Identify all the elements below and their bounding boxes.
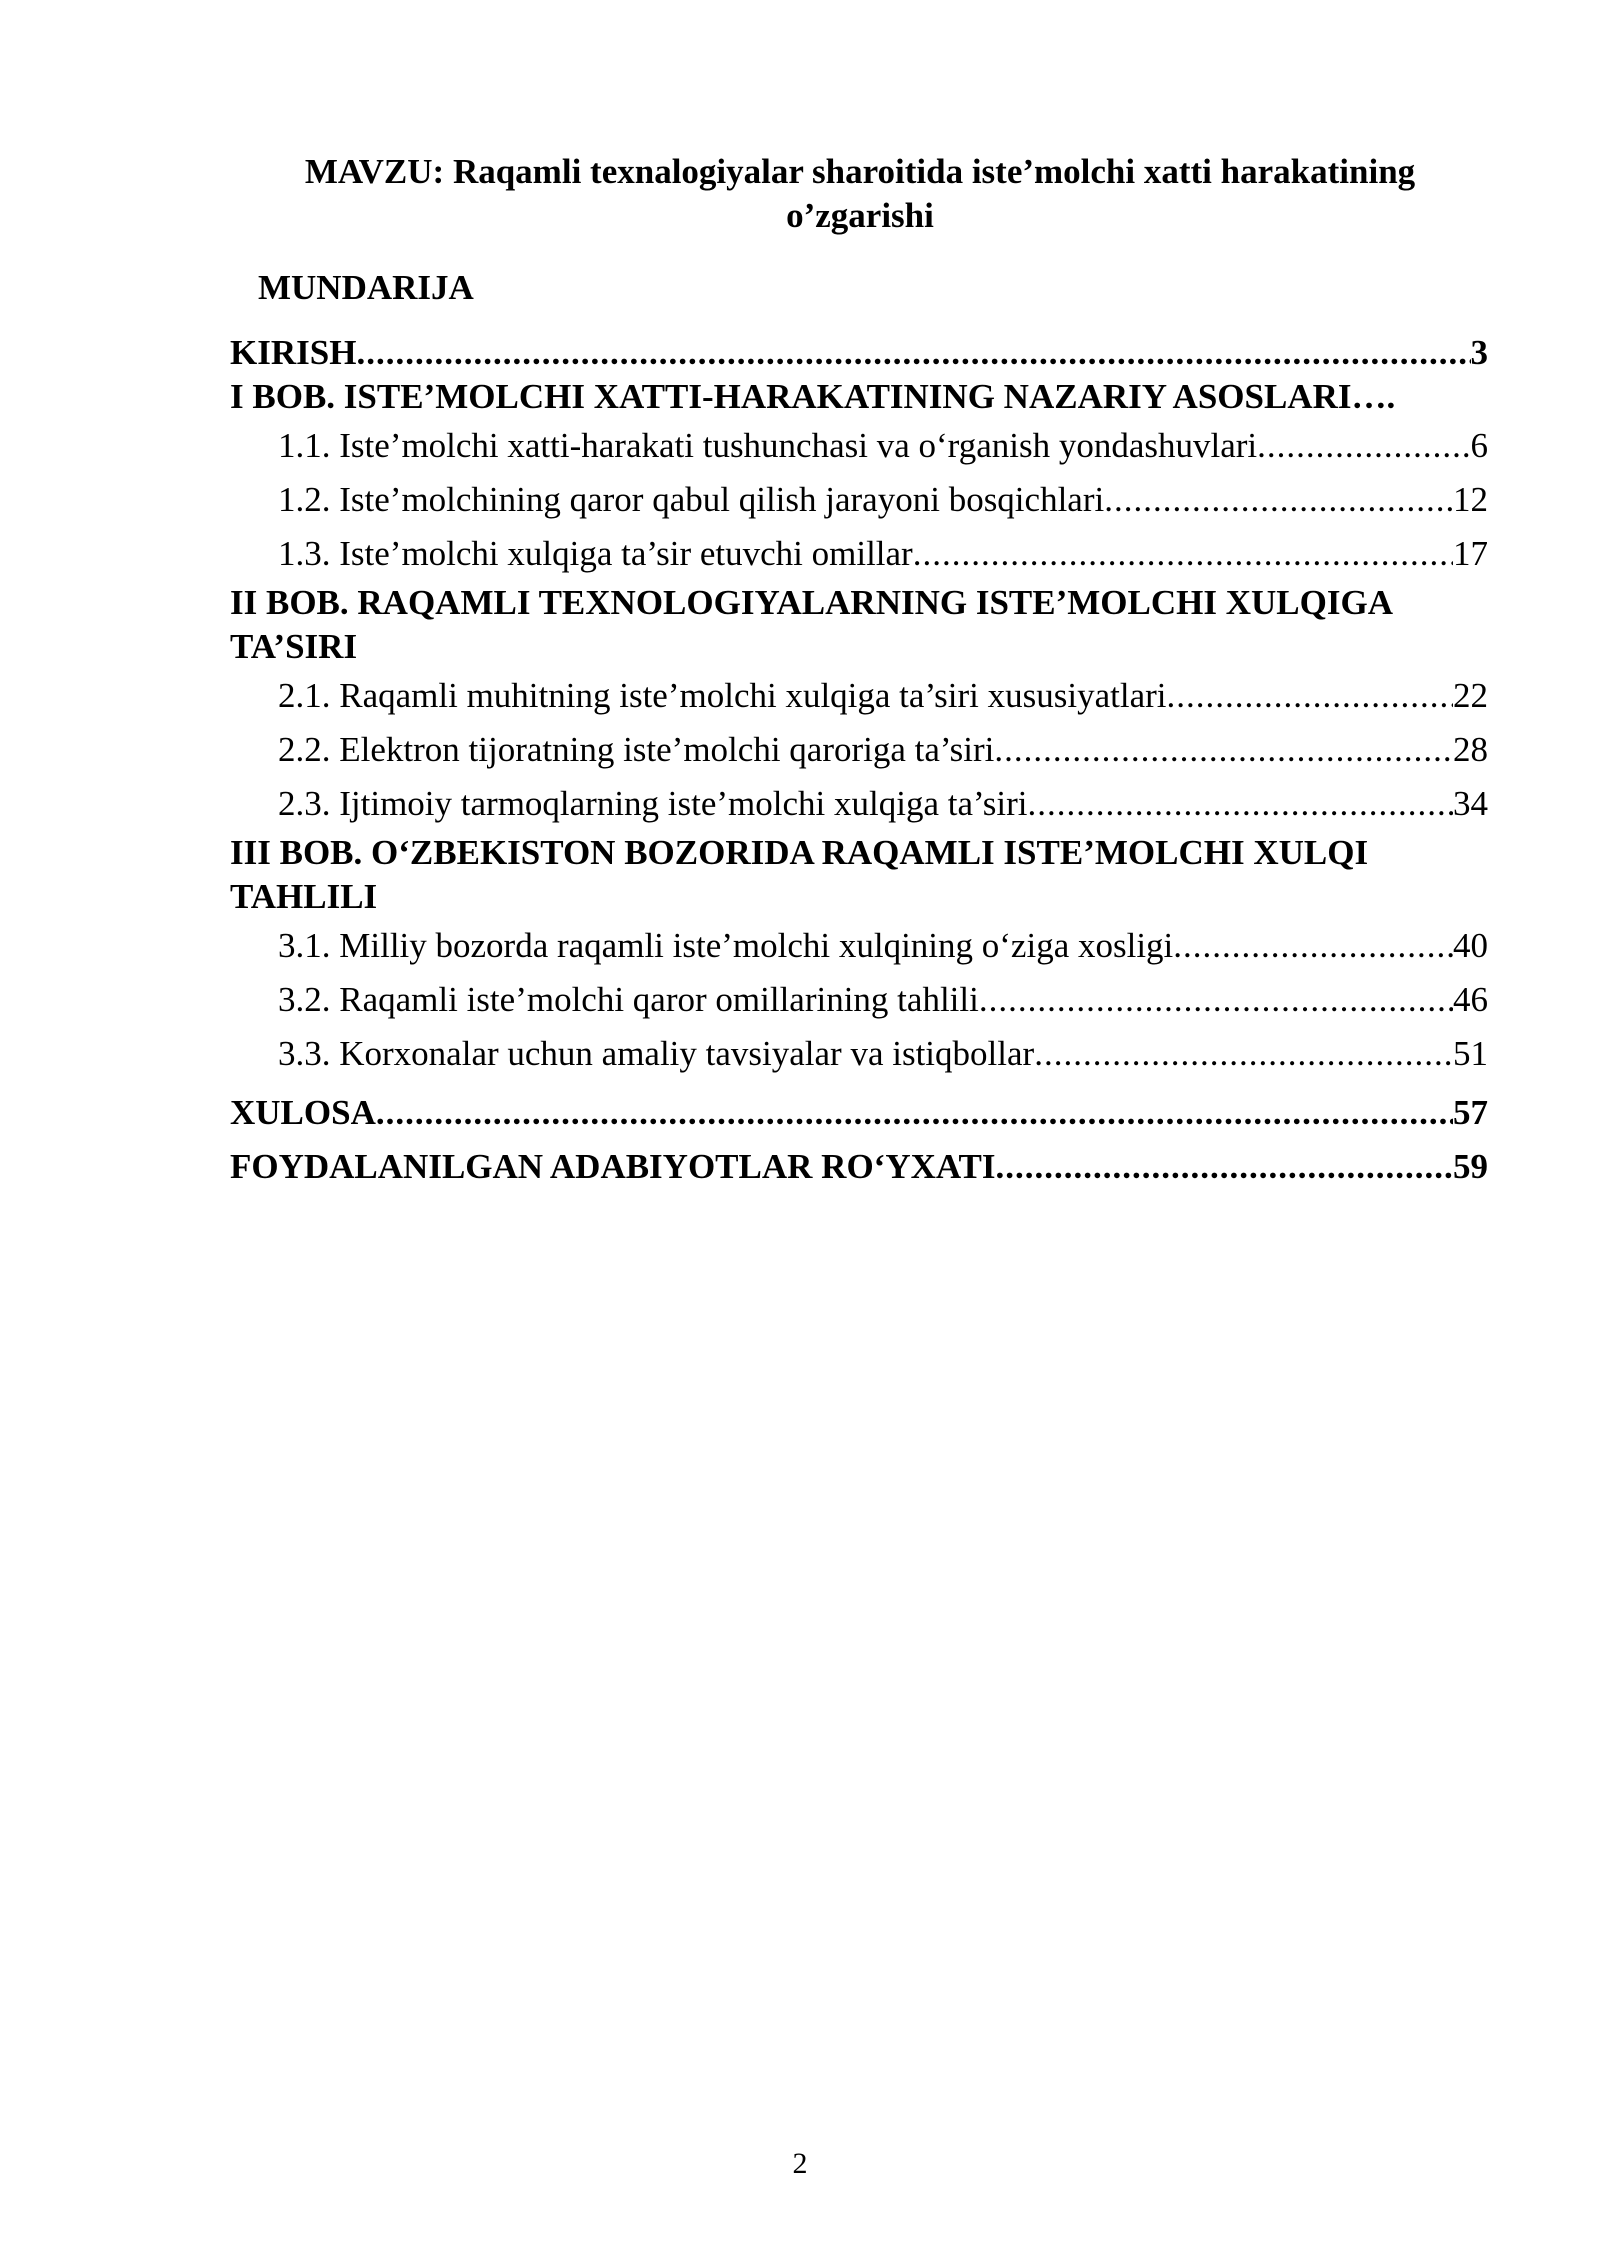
toc-entry-label: 1.1. Iste’molchi xatti-harakati tushunchasi va o‘rganish yondashuvlari [278,426,1258,465]
toc-entry-label: XULOSA [230,1093,376,1132]
toc-entry-label: KIRISH [230,333,357,372]
toc-chapter-1[interactable] [230,375,1488,419]
toc-leader-dots [979,973,1453,1027]
toc-entry-1-3[interactable] [230,527,1488,581]
toc-chapter-label: II BOB. RAQAMLI TEXNOLOGIYALARNING ISTE’MOLCHI XULQIGA TA’SIRI [230,583,1392,666]
toc-leader-dots [376,1091,1453,1135]
toc-entry-3-3[interactable] [230,1027,1488,1081]
toc-entry-2-2[interactable] [230,723,1488,777]
toc-entry-kirish[interactable] [230,331,1488,375]
toc-entry-2-3[interactable] [230,777,1488,831]
toc-page-number: 12 [1453,480,1488,519]
toc-entry-label: 1.2. Iste’molchining qaror qabul qilish jarayoni bosqichlari [278,480,1105,519]
toc-leader-dots [1104,473,1453,527]
toc-entry-3-2[interactable] [230,973,1488,1027]
toc-entry-label: 2.3. Ijtimoiy tarmoqlarning iste’molchi xulqiga ta’siri [278,784,1028,823]
toc-leader-dots [1257,419,1470,473]
toc-page-number: 59 [1453,1147,1488,1186]
table-of-contents [230,331,1488,1189]
toc-entry-label: 3.3. Korxonalar uchun amaliy tavsiyalar va istiqbollar [278,1034,1035,1073]
toc-leader-dots [356,331,1470,375]
toc-leader-dots [913,527,1453,581]
toc-leader-dots [994,723,1453,777]
toc-chapter-3[interactable] [230,831,1488,919]
toc-page-number: 3 [1470,333,1488,372]
toc-entry-label: 3.2. Raqamli iste’molchi qaror omillarining tahlili [278,980,979,1019]
toc-page-number: 40 [1453,926,1488,965]
page-number: 2 [792,2147,808,2180]
toc-chapter-label: III BOB. O‘ZBEKISTON BOZORIDA RAQAMLI ISTE’MOLCHI XULQI TAHLILI [230,833,1369,916]
toc-entry-2-1[interactable] [230,669,1488,723]
toc-entry-1-1[interactable] [230,419,1488,473]
toc-chapter-label: I BOB. ISTE’MOLCHI XATTI-HARAKATINING NAZARIY ASOSLARI…. [230,377,1396,416]
toc-entry-xulosa[interactable] [230,1091,1488,1135]
toc-page-number: 46 [1453,980,1488,1019]
toc-leader-dots [1027,777,1453,831]
toc-entry-label: FOYDALANILGAN ADABIYOTLAR RO‘YXATI [230,1147,996,1186]
toc-page-number: 17 [1453,534,1488,573]
toc-leader-dots [1167,669,1453,723]
toc-leader-dots [1173,919,1453,973]
toc-leader-dots [996,1145,1453,1189]
toc-entry-label: 3.1. Milliy bozorda raqamli iste’molchi xulqining o‘ziga xosligi [278,926,1174,965]
document-title: MAVZU: Raqamli texnalogiyalar sharoitida iste’molchi xatti harakatining o’zgarishi [304,152,1416,235]
toc-entry-label: 2.2. Elektron tijoratning iste’molchi qaroriga ta’siri [278,730,995,769]
toc-chapter-2[interactable] [230,581,1488,669]
toc-entry-3-1[interactable] [230,919,1488,973]
toc-page-number: 22 [1453,676,1488,715]
toc-entry-label: 1.3. Iste’molchi xulqiga ta’sir etuvchi omillar [278,534,913,573]
toc-page-number: 34 [1453,784,1488,823]
toc-page-number: 6 [1470,426,1488,465]
toc-page-number: 28 [1453,730,1488,769]
toc-entry-label: 2.1. Raqamli muhitning iste’molchi xulqiga ta’siri xususiyatlari [278,676,1167,715]
toc-leader-dots [1034,1027,1453,1081]
toc-entry-adabiyotlar[interactable] [230,1145,1488,1189]
contents-heading: MUNDARIJA [258,268,474,307]
toc-page-number: 57 [1453,1093,1488,1132]
toc-entry-1-2[interactable] [230,473,1488,527]
toc-page-number: 51 [1453,1034,1488,1073]
